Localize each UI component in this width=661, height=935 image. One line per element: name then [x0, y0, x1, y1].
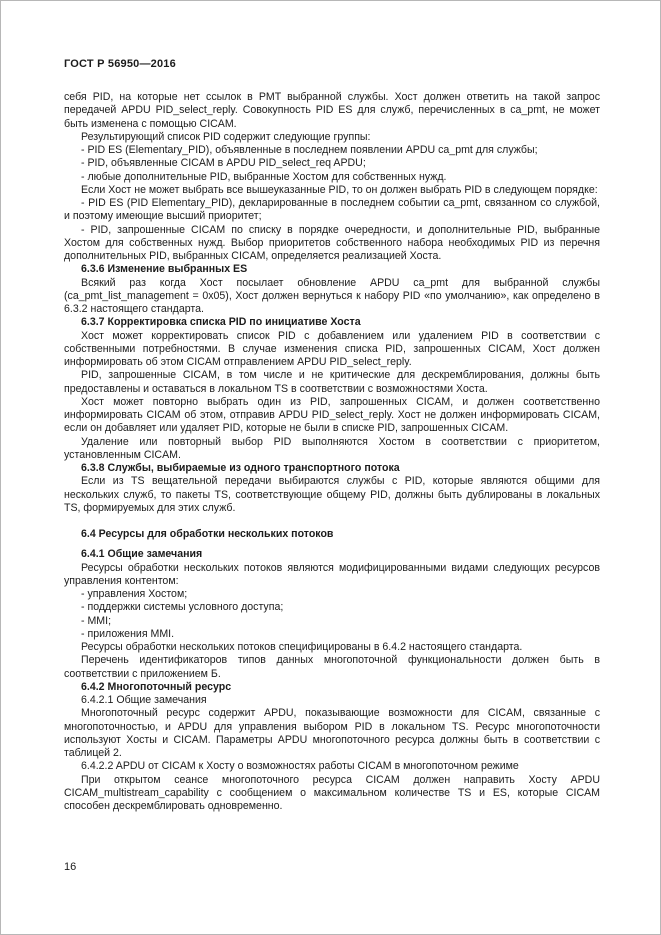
list-item: - приложения MMI. — [81, 627, 175, 640]
paragraph: Хост может повторно выбрать один из PID, запрошенных CICAM, и должен соответственно информировать CICAM об этом, отправив APDU PID_select_reply. Хост не должен информировать CICAM, если он добавляет или удаляет PID, которые не были в списке PID, запрошенных CICAM. — [64, 395, 600, 435]
section-heading: 6.3.8 Службы, выбираемые из одного транспортного потока — [81, 462, 400, 474]
page-number: 16 — [64, 861, 77, 873]
paragraph: Хост может корректировать список PID с добавлением или удалением PID в соответствии с собственными потребностями. В случае изменения списка PID, запрошенных CICAM, Хост должен информировать об этом CICAM отправлением APDU PID_select_reply. — [64, 329, 600, 368]
section-heading: 6.4.1 Общие замечания — [81, 548, 203, 561]
list-item: - PID ES (PID Elementary_PID), декларированные в последнем событии ca_pmt, связанном со службой, и поэтому имеющие высший приоритет; — [64, 197, 600, 223]
paragraph: Ресурсы обработки нескольких потоков специфицированы в 6.4.2 настоящего стандарта. — [81, 641, 523, 653]
paragraph: Многопоточный ресурс содержит APDU, показывающие возможности для CICAM, связанные с многопоточностью, и APDU для управления выбором PID в локальном TS. Ресурс многопоточности используют Хосты и CICAM. Параметры APDU многопоточного ресурса должны быть в соответствии с таблицей 2. — [64, 707, 600, 759]
paragraph: Удаление или повторный выбор PID выполняются Хостом в соответствии с приоритетом, установленным CICAM. — [64, 435, 600, 461]
list-item: - PID, запрошенные CICAM по списку в порядке очередности, и дополнительные PID, выбранные Хостом для собственных нужд. Выбор приоритетов собственного набора необходимых PID из перечня дополнительных PID, выбранных CICAM, определяется реализацией Хоста. — [64, 223, 600, 262]
list-item: - PID, объявленные CICAM в APDU PID_select_req APDU; — [81, 157, 366, 170]
paragraph: Результирующий список PID содержит следующие группы: — [81, 130, 371, 143]
list-item: - управления Хостом; — [81, 588, 188, 600]
section-heading: 6.4.2 Многопоточный ресурс — [81, 680, 232, 693]
paragraph: 6.4.2.2 APDU от CICAM к Хосту о возможностях работы CICAM в многопоточном режиме — [81, 760, 519, 773]
section-heading: 6.3.7 Корректировка списка PID по инициативе Хоста — [81, 316, 361, 329]
paragraph: При открытом сеансе многопоточного ресурса CICAM должен направить Хосту APDU CICAM_multistream_capability с сообщением о максимальном количестве TS и ES, которые CICAM способен дескремблировать одновременно. — [64, 773, 600, 812]
paragraph: PID, запрошенные CICAM, в том числе и не критические для дескремблирования, должны быть предоставлены и оставаться в локальном TS в соответствии с возможностями Хоста. — [64, 369, 600, 395]
document-header-standard-number: ГОСТ Р 56950—2016 — [64, 58, 176, 70]
paragraph: Ресурсы обработки нескольких потоков являются модифицированными видами следующих ресурсов управления контентом: — [64, 561, 600, 587]
section-heading: 6.3.6 Изменение выбранных ES — [81, 263, 248, 276]
section-heading: 6.4 Ресурсы для обработки нескольких потоков — [81, 528, 334, 540]
paragraph: Если из TS вещательной передачи выбираются службы с PID, которые являются общими для нескольких служб, то пакеты TS, соответствующие общему PID, должны быть дублированы в локальных TS, формируемых для этих служб. — [64, 475, 600, 514]
list-item: - любые дополнительные PID, выбранные Хостом для собственных нужд. — [81, 170, 447, 183]
paragraph: Всякий раз когда Хост посылает обновление APDU ca_pmt для выбранной службы (ca_pmt_list_management = 0x05), Хост должен вернуться к набору PID «по умолчанию», как определено в 6.3.2 настоящего стандарта. — [64, 276, 600, 315]
list-item: - поддержки системы условного доступа; — [81, 601, 284, 614]
paragraph: Перечень идентификаторов типов данных многопоточной функциональности должен быть в соответствии с приложением Б. — [64, 654, 600, 680]
paragraph: 6.4.2.1 Общие замечания — [81, 694, 207, 706]
list-item: - PID ES (Elementary_PID), объявленные в последнем появлении APDU ca_pmt для службы; — [81, 144, 538, 156]
document-body — [64, 91, 600, 813]
list-item: - MMI; — [81, 614, 112, 627]
paragraph: себя PID, на которые нет ссылок в PMT выбранной службы. Хост должен ответить на такой запрос передачей APDU PID_select_reply. Совокупность PID ES для служб, перечисленных в ca_pmt, не может быть изменена с помощью CICAM. — [64, 91, 600, 130]
paragraph: Если Хост не может выбрать все вышеуказанные PID, то он должен выбрать PID в следующем порядке: — [81, 183, 598, 196]
